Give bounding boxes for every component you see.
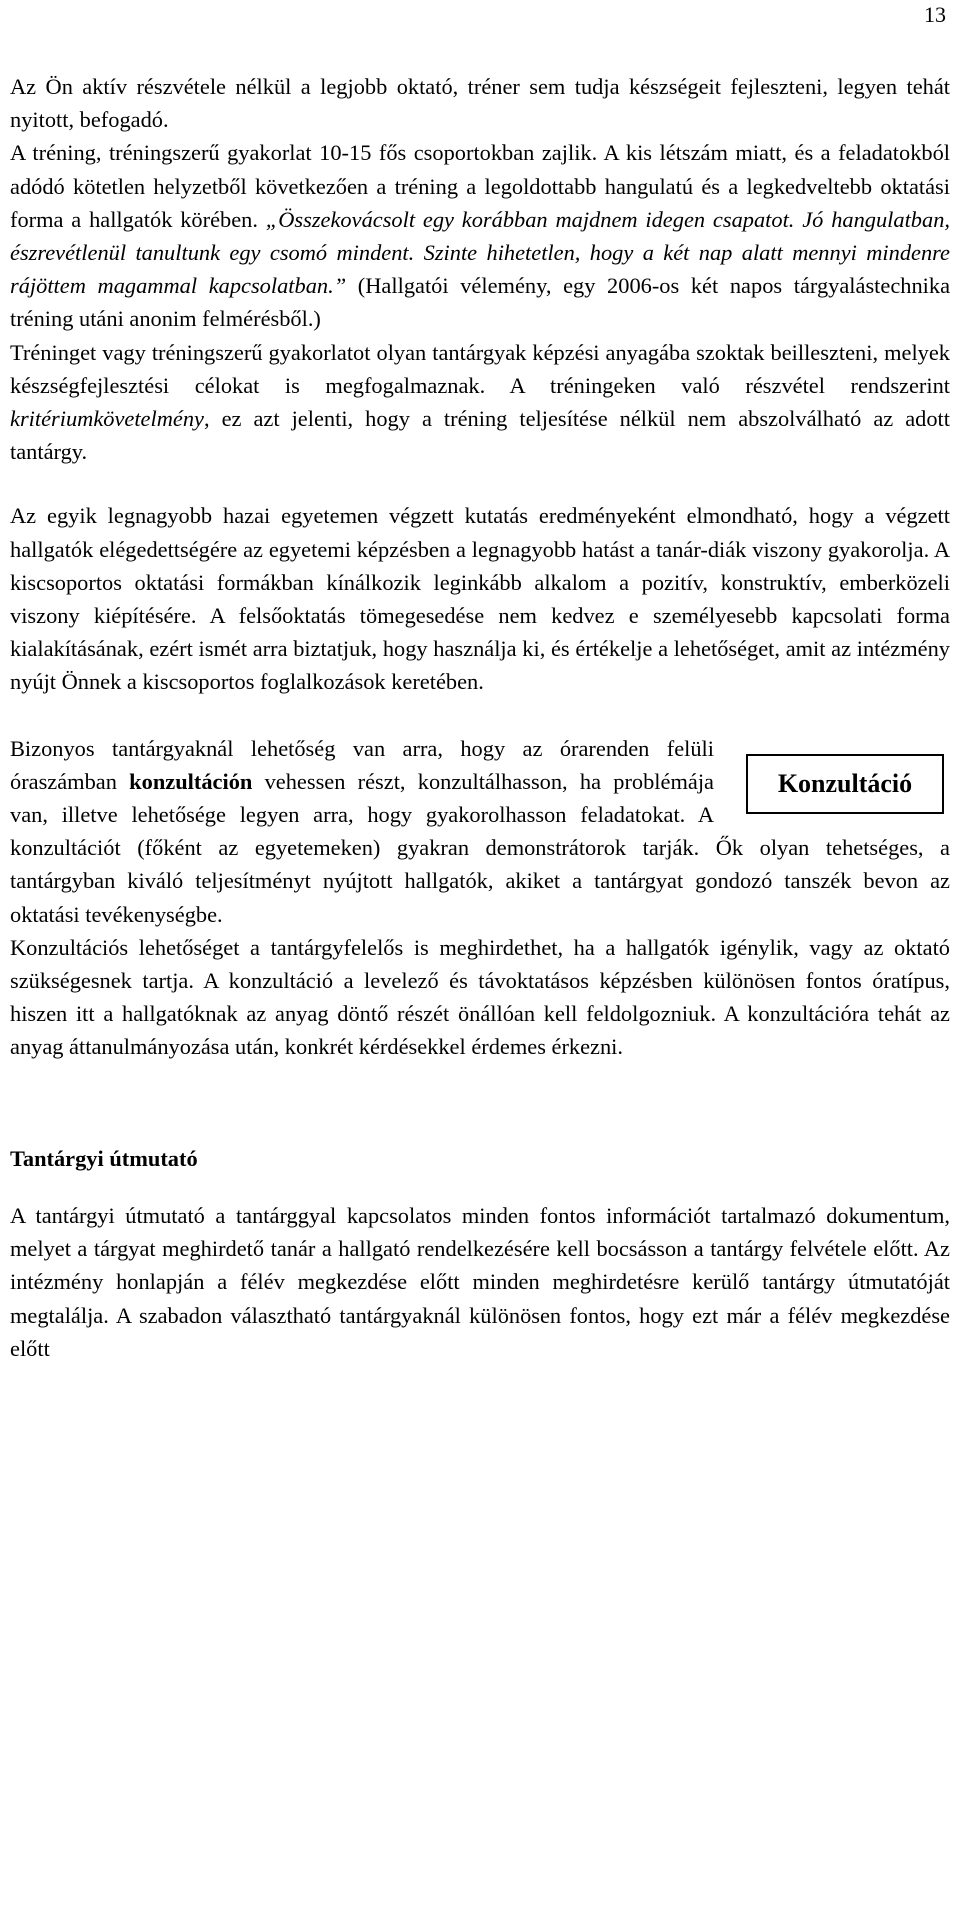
paragraph-syllabus: A tantárgyi útmutató a tantárggyal kapcsolatos minden fontos információt tartalmazó dokumentum, melyet a tárgyat meghirdető tanár a hallgató rendelkezésére kell bocsásson a tantárgy felvétele előtt. Az intézmény honlapján a félév megkezdése előtt minden meghirdetésre kerülő tantárgy útmutatóját megtalálja. A szabadon választható tantárgyaknál különösen fontos, hogy ezt már a félév megkezdése előtt [10,1202,950,1361]
paragraph-intro [10,70,950,136]
paragraph-training-requirement [10,336,950,469]
quote-source: (Hallgatói vélemény, egy 2006-os két napos tárgyalástechnika tréning utáni anonim felmérésből.) [10,273,951,332]
margin-callout-box: Konzultáció [746,754,944,814]
document-body [10,70,950,1365]
requirement-text-a: Tréninget vagy tréningszerű gyakorlatot olyan tantárgyak képzési anyagába szoktak beilleszteni, melyek készségfejlesztési célokat is megfogalmaznak. A tréningeken való részvétel rendszerint [10,339,950,398]
consultation-section [10,732,950,1064]
consultation-keyword: konzultáción [129,768,253,794]
student-quote: „Összekovácsolt egy korábban majdnem idegen csapatot. Jó hangulatban, észrevétlenül tanultunk egy csomó mindent. Szinte hihetetlen, hogy a két nap alatt mennyi mindenre rájöttem magammal kapcsolatban.” [10,206,950,299]
consultation-text-b: vehessen részt, konzultálhasson, ha problémája van, illetve lehetősége legyen arra, hogy gyakorolhasson feladatokat. A konzultációt (főként az egyetemeken) gyakran demonstrátorok tarják. Ők olyan tehetséges, a tantárgyban kiváló teljesítményt nyújtott hallgatók, akiket a tantárgyat gondozó tanszék bevon az oktatási tevékenységbe. [10,768,950,927]
requirement-text-b: , ez azt jelenti, hogy a tréning teljesítése nélkül nem abszolválható az adott tantárgy. [10,406,950,465]
training-text: A tréning, tréningszerű gyakorlat 10-15 fős csoportokban zajlik. A kis létszám miatt, és a feladatokból adódó kötetlen helyzetből következően a tréning a legoldottabb hangulatú és a legkedveltebb oktatási forma a hallgatók körében. [10,140,950,232]
intro-sentence: Az Ön aktív részvétele nélkül a legjobb oktató, tréner sem tudja készségeit fejleszteni, legyen tehát nyitott, befogadó. [10,74,950,133]
page-number: 13 [924,2,946,27]
paragraph-research: Az egyik legnagyobb hazai egyetemen végzett kutatás eredményeként elmondható, hogy a végzett hallgatók elégedettségére az egyetemi képzésben a legnagyobb hatást a tanár-diák viszony gyakorolja. A kiscsoportos oktatási formákban kínálkozik leginkább alkalom a pozitív, konstruktív, emberközeli viszony kiépítésére. A felsőoktatás tömegesedése nem kedvez e személyesebb kapcsolati forma kialakításának, ezért ismét arra biztatjuk, hogy használja ki, és értékelje a lehetőséget, amit az intézmény nyújt Önnek a kiscsoportos foglalkozások keretében. [10,503,950,695]
consultation-text-a: Bizonyos tantárgyaknál lehetőség van arra, hogy az órarenden felüli óraszámban [10,735,714,794]
paragraph-consultation-2: Konzultációs lehetőséget a tantárgyfelelős is meghirdethet, ha a hallgatók igénylik, vagy az oktató szükségesnek tartja. A konzultáció a levelező és távoktatásos képzésben különösen fontos óratípus, hiszen itt a hallgatóknak az anyag döntő részét önállóan kell feldolgozniuk. A konzultációra tehát az anyag áttanulmányozása után, konkrét kérdésekkel érdemes érkezni. [10,934,950,1060]
requirement-term: kritériumkövetelmény [10,406,204,432]
paragraph-training [10,136,950,335]
section-heading: Tantárgyi útmutató [10,1145,198,1171]
